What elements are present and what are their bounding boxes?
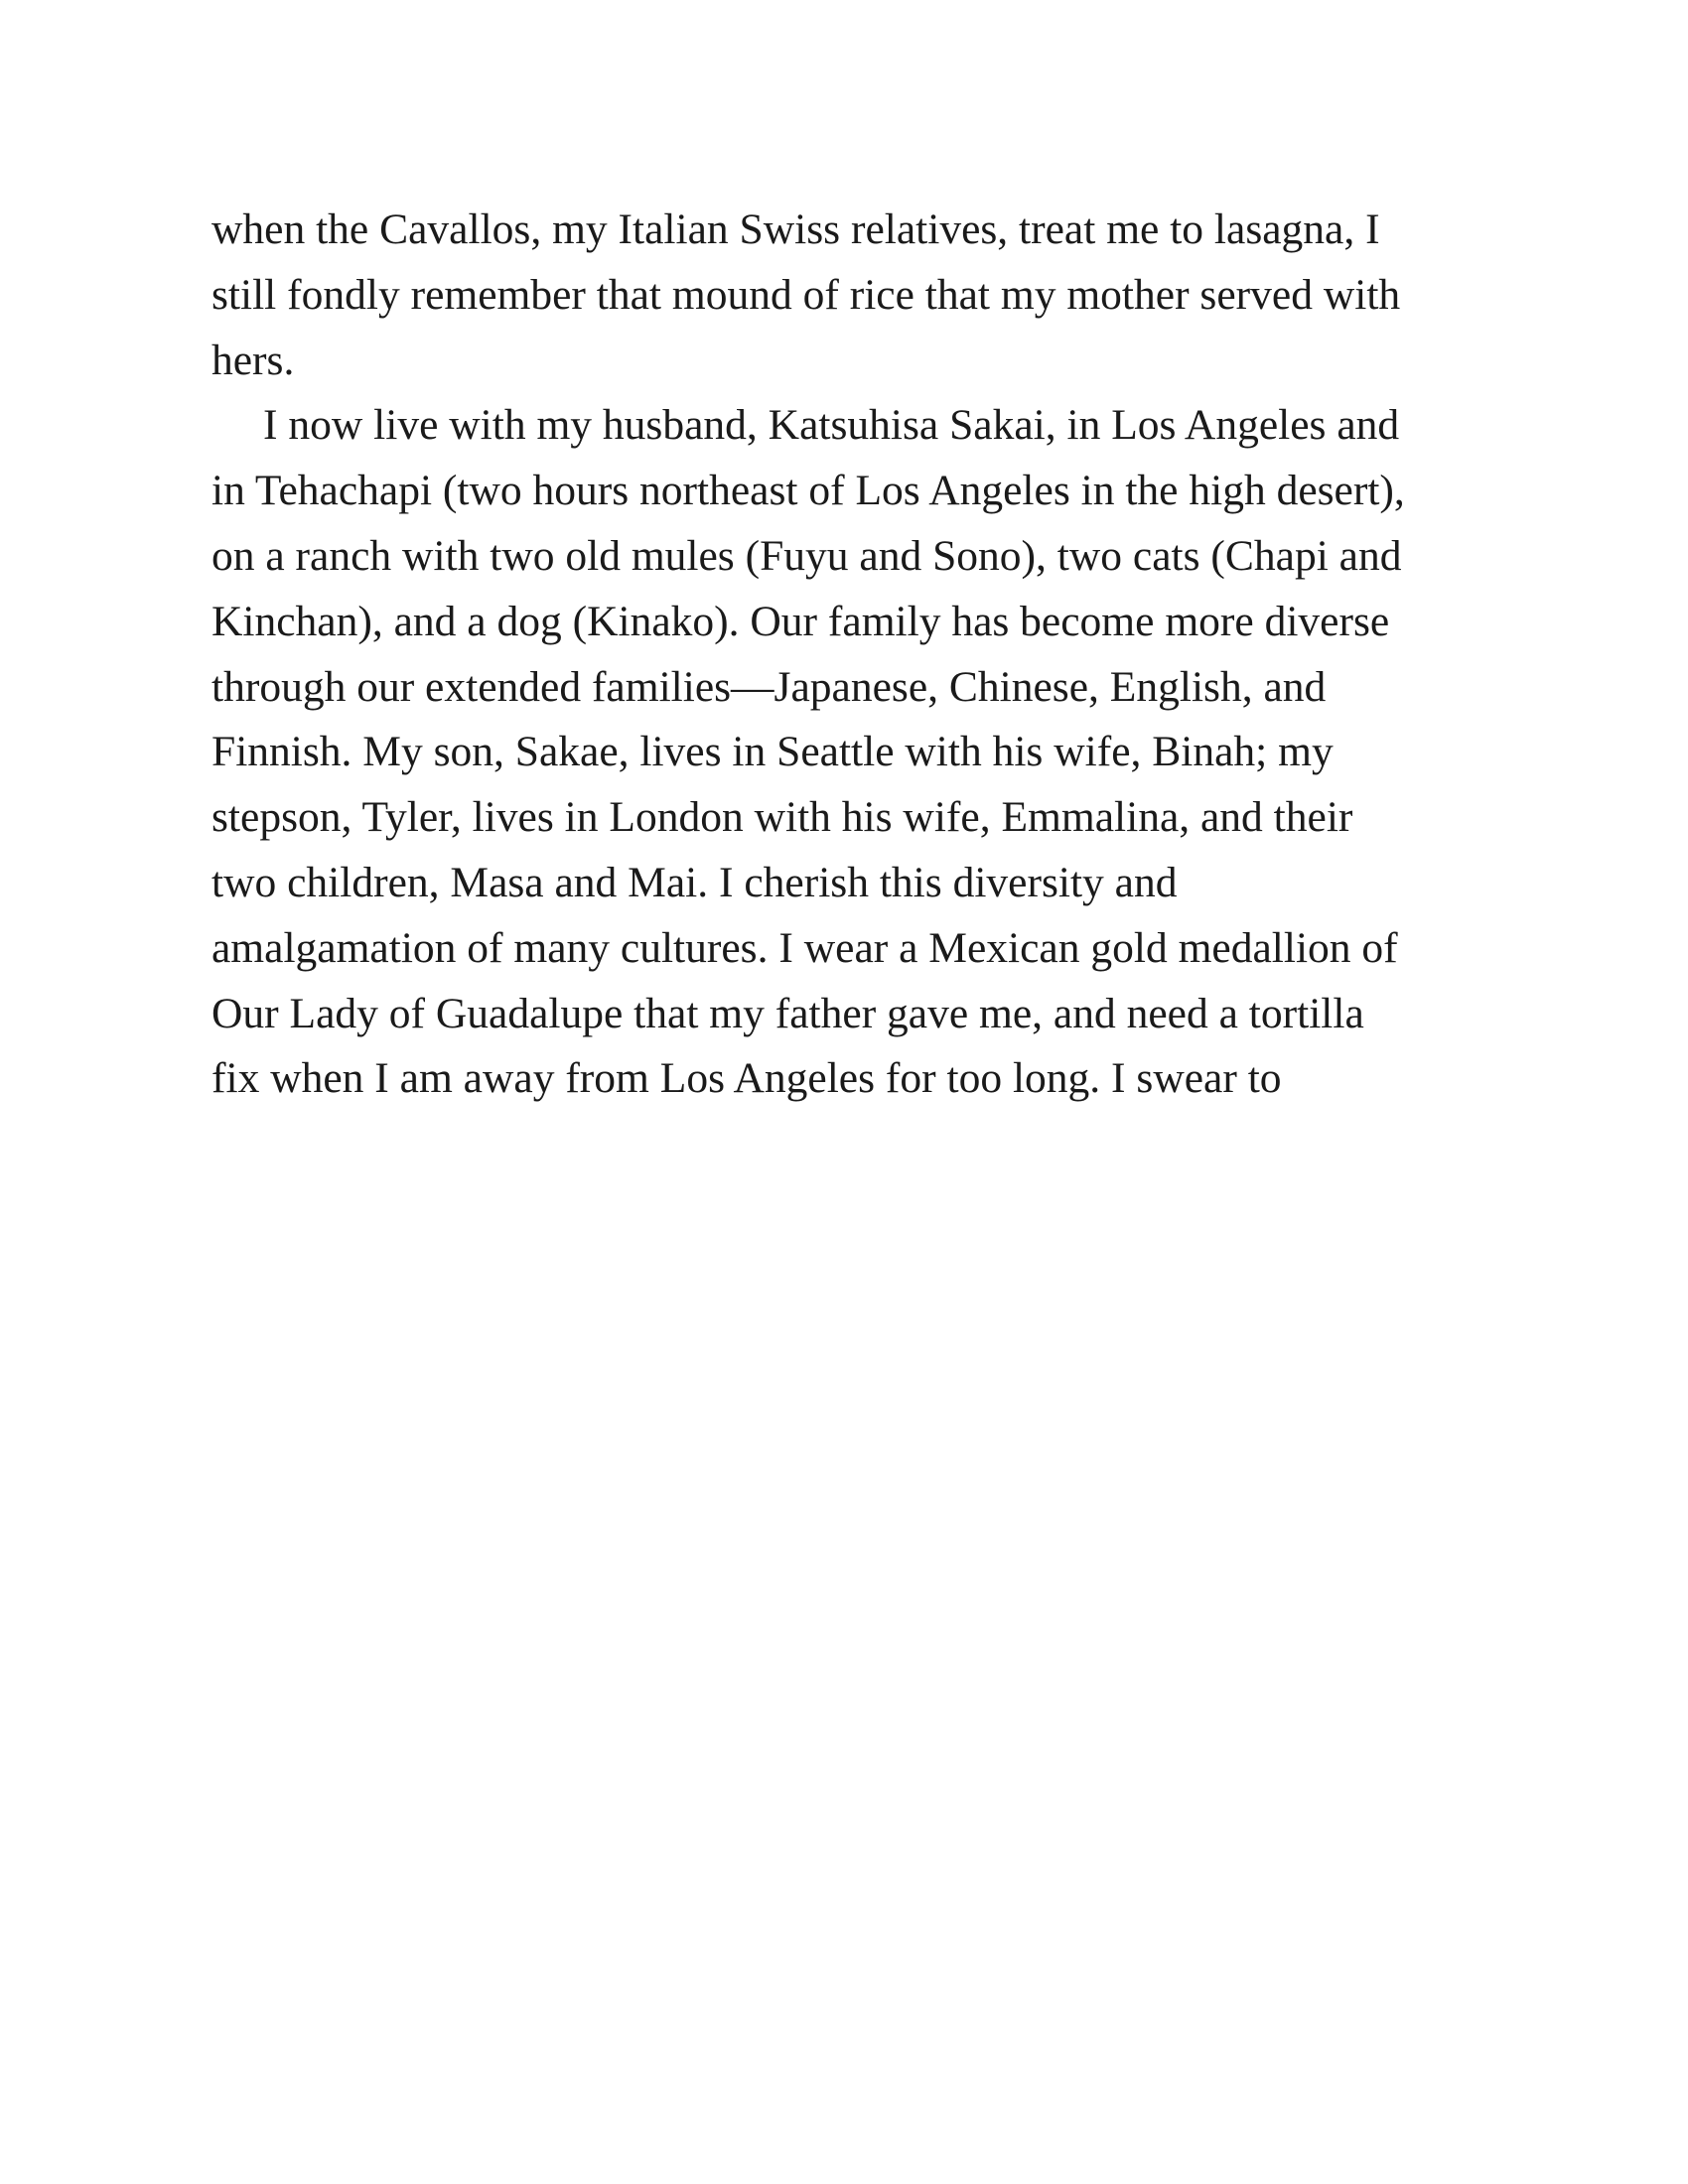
text-line: on a ranch with two old mules (Fuyu and Sono), two cats (Chapi and [211,531,1402,580]
text-line: hers. [211,336,295,384]
text-line: amalgamation of many cultures. I wear a Mexican gold medallion of [211,923,1398,972]
text-line: Our Lady of Guadalupe that my father gave me, and need a tortilla [211,989,1364,1037]
text-line: two children, Masa and Mai. I cherish this diversity and [211,858,1178,906]
text-line: fix when I am away from Los Angeles for too long. I swear to [211,1054,1282,1103]
text-line: Finnish. My son, Sakae, lives in Seattle with his wife, Binah; my [211,728,1334,776]
text-line: still fondly remember that mound of rice that my mother served with [211,270,1401,319]
body-text [211,198,1502,1112]
text-line: through our extended families—Japanese, Chinese, English, and [211,662,1327,711]
paragraph [211,393,1502,1112]
text-line: Kinchan), and a dog (Kinako). Our family has become more diverse [211,597,1390,645]
text-line: I now live with my husband, Katsuhisa Sakai, in Los Angeles and [263,401,1400,450]
text-line: in Tehachapi (two hours northeast of Los Angeles in the high desert), [211,467,1405,515]
text-line: when the Cavallos, my Italian Swiss relatives, treat me to lasagna, I [211,205,1380,253]
paragraph-continuation [211,198,1502,393]
text-line: stepson, Tyler, lives in London with his wife, Emmalina, and their [211,793,1353,842]
